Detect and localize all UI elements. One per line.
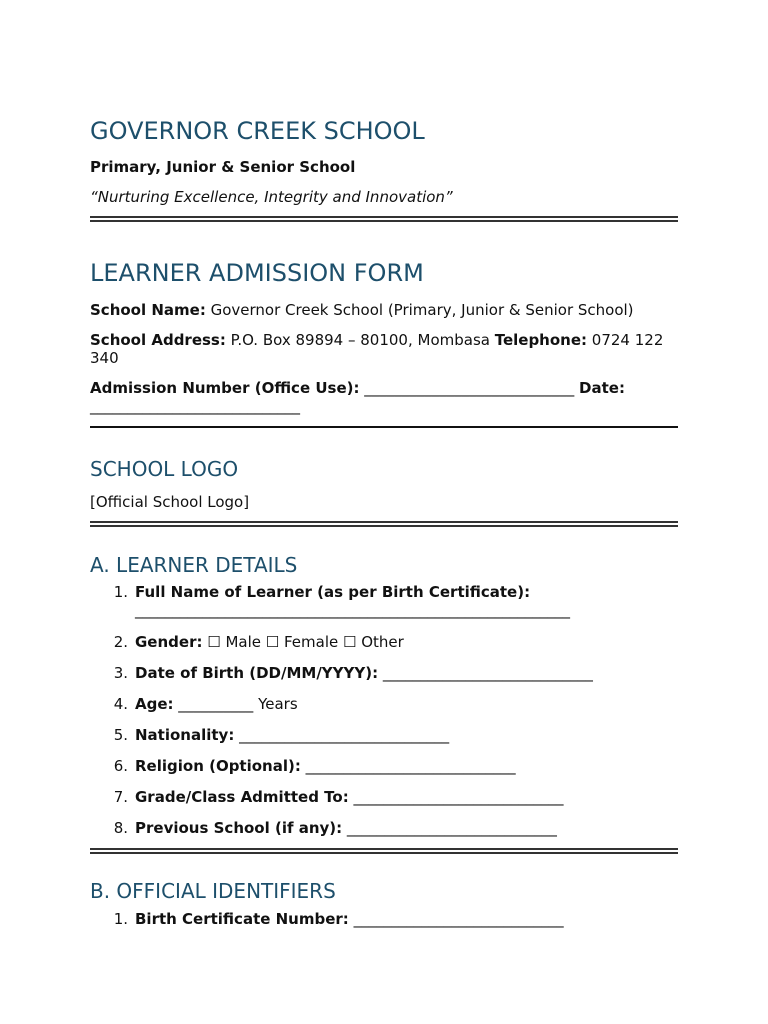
logo-divider	[90, 521, 678, 527]
list-number: 1.	[113, 583, 128, 601]
telephone-value: 0724 122 340	[90, 331, 664, 367]
field-label: Grade/Class Admitted To:	[135, 788, 349, 806]
school-motto: “Nurturing Excellence, Integrity and Innovation”	[90, 188, 453, 206]
date-of-birth-field[interactable]: ____________________________	[378, 664, 593, 682]
list-text	[135, 633, 678, 651]
school-address-line	[90, 331, 678, 367]
admission-number-line	[90, 379, 678, 415]
form-title: LEARNER ADMISSION FORM	[90, 259, 424, 287]
age-field[interactable]: __________ Years	[173, 695, 298, 713]
previous-school-field[interactable]: ____________________________	[342, 819, 557, 837]
list-number: 1.	[113, 910, 128, 928]
list-text	[135, 788, 678, 806]
school-name-line	[90, 301, 678, 319]
grade-field[interactable]: ____________________________	[348, 788, 564, 806]
list-number: 7.	[113, 788, 128, 806]
list-number: 2.	[113, 633, 128, 651]
list-text	[135, 910, 678, 928]
official-identifiers-heading: B. OFFICIAL IDENTIFIERS	[90, 879, 336, 903]
school-name-value: Governor Creek School (Primary, Junior & Senior School)	[205, 301, 634, 319]
list-text	[135, 726, 678, 744]
nationality-field[interactable]: ____________________________	[234, 726, 450, 744]
list-number: 4.	[113, 695, 128, 713]
admission-number-field[interactable]: ____________________________	[359, 379, 580, 397]
field-label: Nationality:	[135, 726, 235, 744]
field-label: Date of Birth (DD/MM/YYYY):	[135, 664, 379, 682]
full-name-field[interactable]: __________________________________________________________	[135, 601, 570, 619]
list-text	[135, 664, 678, 682]
school-subtitle: Primary, Junior & Senior School	[90, 158, 356, 176]
list-number: 8.	[113, 819, 128, 837]
list-text	[135, 757, 678, 775]
religion-field[interactable]: ____________________________	[300, 757, 516, 775]
list-number: 3.	[113, 664, 128, 682]
field-label: Gender:	[135, 633, 203, 651]
header-divider	[90, 216, 678, 222]
school-name-label: School Name:	[90, 301, 206, 319]
admission-number-label: Admission Number (Office Use):	[90, 379, 360, 397]
field-label: Birth Certificate Number:	[135, 910, 349, 928]
field-label: Religion (Optional):	[135, 757, 301, 775]
logo-placeholder: [Official School Logo]	[90, 493, 250, 511]
section-a-divider	[90, 848, 678, 854]
field-label: Age:	[135, 695, 174, 713]
address-value: P.O. Box 89894 – 80100, Mombasa	[225, 331, 495, 349]
learner-details-heading: A. LEARNER DETAILS	[90, 553, 298, 577]
telephone-label: Telephone:	[494, 331, 588, 349]
gender-options[interactable]: ☐ Male ☐ Female ☐ Other	[202, 633, 404, 651]
list-text	[135, 583, 678, 619]
field-label: Full Name of Learner (as per Birth Certificate):	[135, 583, 531, 601]
list-text	[135, 819, 678, 837]
form-divider	[90, 426, 678, 428]
list-number: 6.	[113, 757, 128, 775]
list-number: 5.	[113, 726, 128, 744]
logo-heading: SCHOOL LOGO	[90, 457, 239, 481]
address-label: School Address:	[90, 331, 226, 349]
date-field[interactable]: ____________________________	[90, 397, 300, 415]
school-title: GOVERNOR CREEK SCHOOL	[90, 117, 425, 145]
birth-certificate-field[interactable]: ____________________________	[348, 910, 564, 928]
list-text	[135, 695, 678, 713]
field-label: Previous School (if any):	[135, 819, 343, 837]
date-label: Date:	[579, 379, 625, 397]
